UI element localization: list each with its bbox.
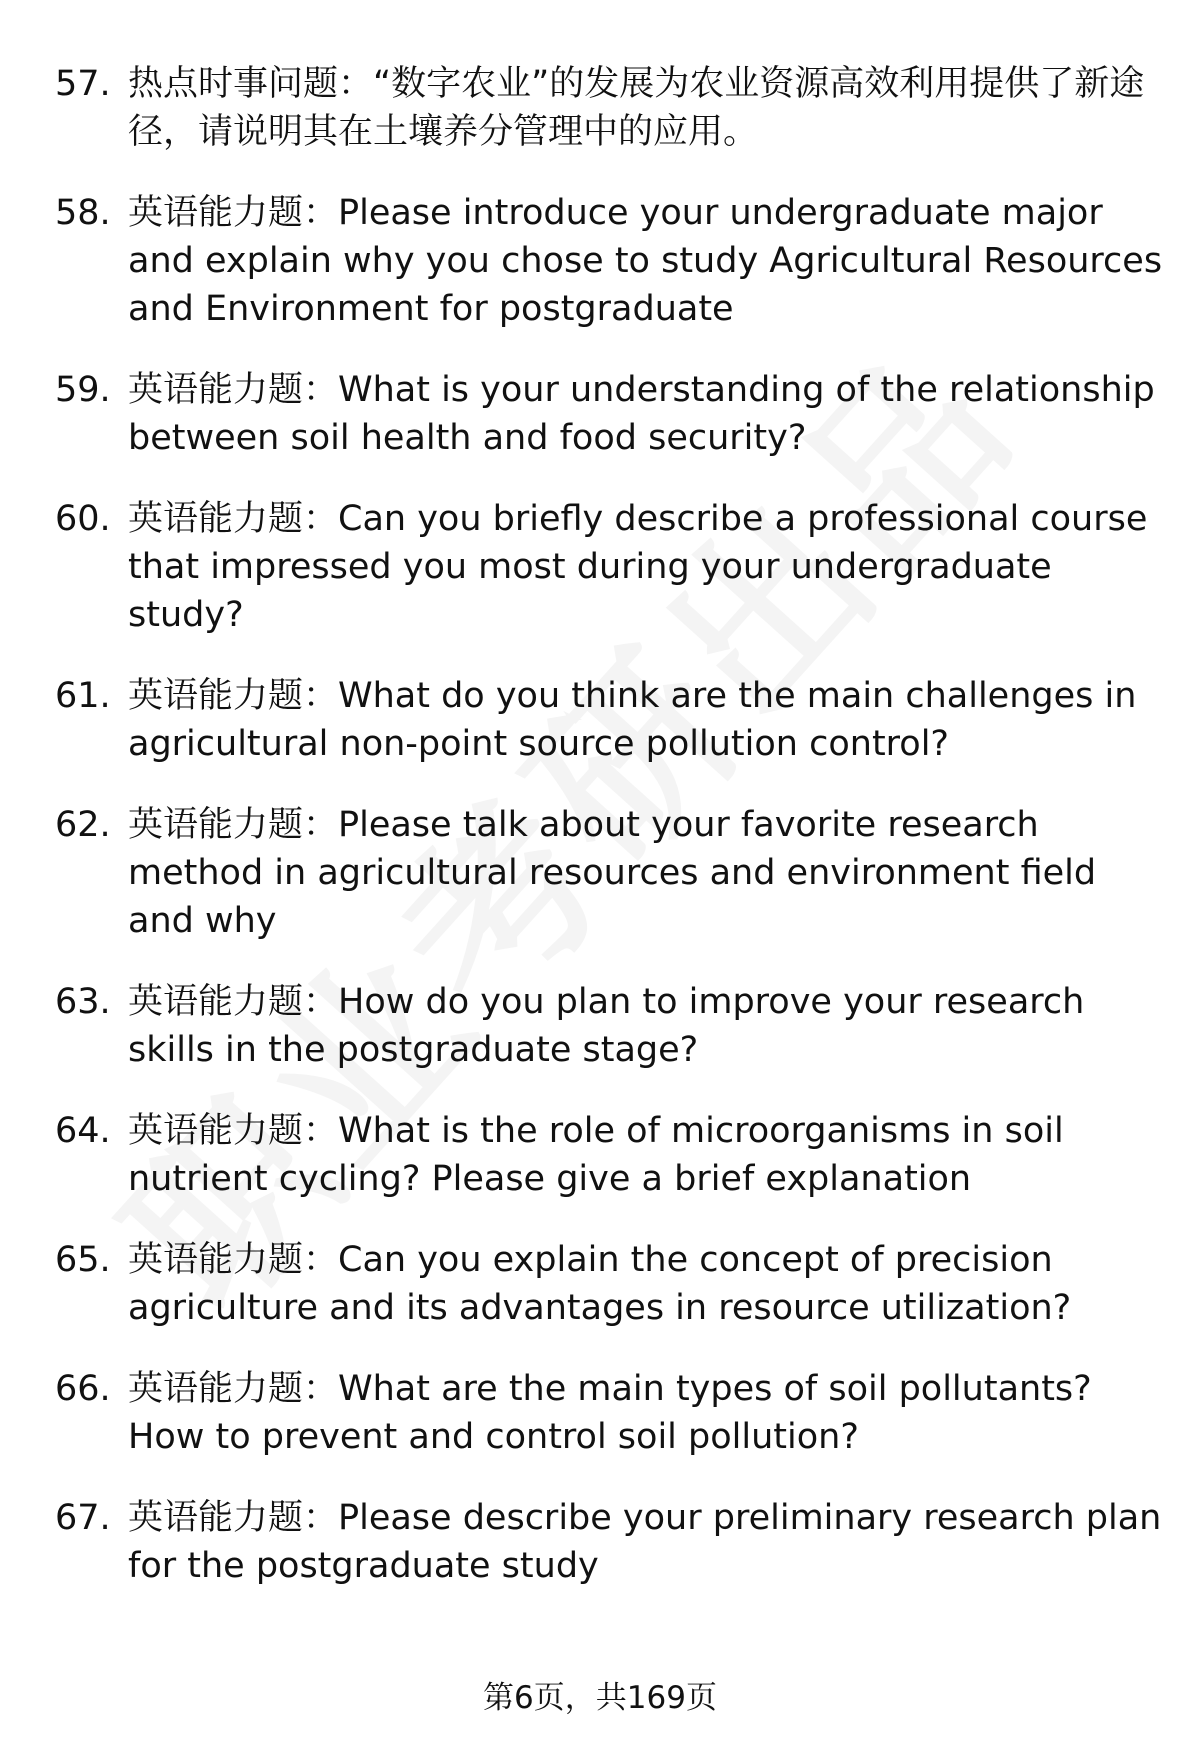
question-item-62 xyxy=(0,801,1200,945)
question-number: 63. xyxy=(55,982,111,1022)
question-text: 英语能力题：What is the role of microorganisms in soil nutrient cycling? Please give a brief explanation xyxy=(128,1111,1064,1199)
question-number: 59. xyxy=(55,370,111,410)
question-list xyxy=(0,60,1200,1623)
question-item-58 xyxy=(0,189,1200,333)
question-number: 61. xyxy=(55,676,111,716)
question-number: 64. xyxy=(55,1111,111,1151)
question-text: 英语能力题：Please describe your preliminary research plan for the postgraduate study xyxy=(128,1498,1162,1586)
question-item-60 xyxy=(0,495,1200,639)
question-item-64 xyxy=(0,1107,1200,1203)
question-number: 60. xyxy=(55,499,111,539)
question-text: 英语能力题：What is your understanding of the relationship between soil health and food security? xyxy=(128,370,1155,458)
question-text: 英语能力题：Can you briefly describe a professional course that impressed you most during your undergraduate study? xyxy=(128,499,1148,635)
question-number: 62. xyxy=(55,805,111,845)
question-text: 英语能力题：What do you think are the main challenges in agricultural non-point source pollution control? xyxy=(128,676,1137,764)
question-item-59 xyxy=(0,366,1200,462)
question-number: 57. xyxy=(55,64,111,104)
question-item-67 xyxy=(0,1494,1200,1590)
question-number: 66. xyxy=(55,1369,111,1409)
question-number: 67. xyxy=(55,1498,111,1538)
question-text: 英语能力题：Please talk about your favorite research method in agricultural resources and environment field and why xyxy=(128,805,1097,941)
question-item-63 xyxy=(0,978,1200,1074)
page-number-footer: 第6页，共169页 xyxy=(483,1680,717,1716)
question-item-57 xyxy=(0,60,1200,156)
question-text: 英语能力题：What are the main types of soil pollutants? How to prevent and control soil pollution? xyxy=(128,1369,1092,1457)
question-item-61 xyxy=(0,672,1200,768)
question-number: 65. xyxy=(55,1240,111,1280)
question-text: 英语能力题：Please introduce your undergraduate major and explain why you chose to study Agricultural Resources and Environment for postgraduate xyxy=(128,193,1163,329)
question-text: 英语能力题：Can you explain the concept of precision agriculture and its advantages in resource utilization? xyxy=(128,1240,1072,1328)
question-item-65 xyxy=(0,1236,1200,1332)
question-text: 热点时事问题：“数字农业”的发展为农业资源高效利用提供了新途径，请说明其在土壤养分管理中的应用。 xyxy=(128,64,1145,152)
question-item-66 xyxy=(0,1365,1200,1461)
question-number: 58. xyxy=(55,193,111,233)
question-text: 英语能力题：How do you plan to improve your research skills in the postgraduate stage? xyxy=(128,982,1085,1070)
